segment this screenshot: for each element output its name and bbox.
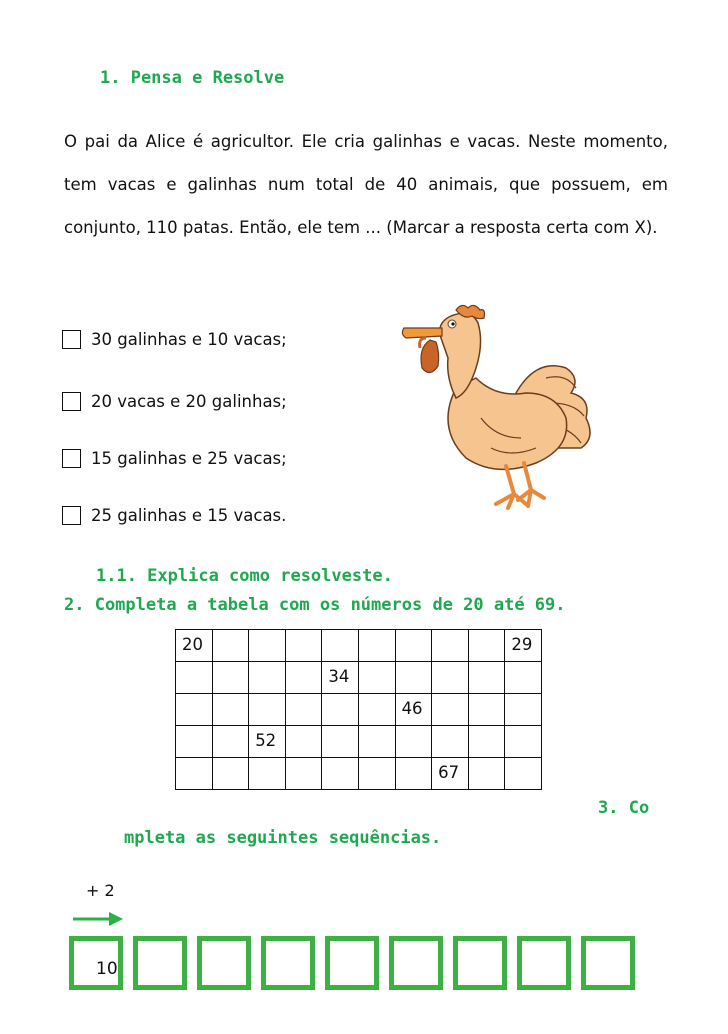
cell-value bbox=[432, 672, 438, 677]
cell-value bbox=[469, 672, 475, 677]
table-cell[interactable] bbox=[212, 630, 249, 662]
sequence-box[interactable] bbox=[581, 936, 635, 990]
cell-value bbox=[396, 736, 402, 741]
cell-value bbox=[286, 704, 292, 709]
cell-value bbox=[396, 768, 402, 773]
table-cell[interactable] bbox=[212, 662, 249, 694]
table-cell[interactable] bbox=[176, 694, 213, 726]
table-cell[interactable] bbox=[468, 630, 505, 662]
checkbox[interactable] bbox=[62, 506, 81, 525]
table-cell[interactable] bbox=[468, 758, 505, 790]
option-2[interactable] bbox=[62, 392, 287, 411]
table-cell[interactable] bbox=[358, 630, 395, 662]
cell-value bbox=[213, 736, 219, 741]
table-cell[interactable] bbox=[249, 662, 286, 694]
table-cell[interactable] bbox=[322, 758, 359, 790]
sequence-box[interactable] bbox=[261, 936, 315, 990]
section3-title-end: mpleta as seguintes sequências. bbox=[124, 828, 442, 848]
sequence-box[interactable] bbox=[389, 936, 443, 990]
table-cell[interactable] bbox=[249, 726, 286, 758]
table-cell[interactable] bbox=[432, 726, 469, 758]
cell-value bbox=[432, 704, 438, 709]
cell-value bbox=[322, 768, 328, 773]
table-cell[interactable] bbox=[176, 662, 213, 694]
table-cell[interactable] bbox=[285, 662, 322, 694]
cell-value bbox=[432, 736, 438, 741]
table-cell[interactable] bbox=[249, 630, 286, 662]
table-cell[interactable] bbox=[322, 726, 359, 758]
cell-value bbox=[213, 704, 219, 709]
cell-value bbox=[505, 704, 511, 709]
cell-value bbox=[469, 640, 475, 645]
table-cell[interactable] bbox=[395, 662, 432, 694]
cell-value bbox=[249, 704, 255, 709]
table-cell[interactable] bbox=[395, 694, 432, 726]
cell-value bbox=[286, 640, 292, 645]
table-cell[interactable] bbox=[432, 758, 469, 790]
cell-value bbox=[469, 736, 475, 741]
cell-value bbox=[213, 768, 219, 773]
cell-value bbox=[286, 672, 292, 677]
problem-text: O pai da Alice é agricultor. Ele cria galinhas e vacas. Neste momento, tem vacas e galinhas num total de 40 animais, que possuem, em conjunto, 110 patas. Então, ele tem ... (Marcar a resposta certa com X). bbox=[64, 132, 668, 237]
table-cell[interactable] bbox=[285, 694, 322, 726]
cell-value bbox=[505, 768, 511, 773]
checkbox[interactable] bbox=[62, 330, 81, 349]
table-cell[interactable] bbox=[468, 694, 505, 726]
table-row bbox=[176, 630, 542, 662]
option-label: 30 galinhas e 10 vacas; bbox=[91, 330, 287, 349]
table-row bbox=[176, 758, 542, 790]
number-table bbox=[175, 629, 542, 790]
step-label: + 2 bbox=[86, 881, 115, 900]
table-cell[interactable] bbox=[358, 726, 395, 758]
option-label: 15 galinhas e 25 vacas; bbox=[91, 449, 287, 468]
cell-value bbox=[469, 768, 475, 773]
cell-value bbox=[432, 640, 438, 645]
cell-value bbox=[249, 640, 255, 645]
option-3[interactable] bbox=[62, 449, 287, 468]
table-cell[interactable] bbox=[358, 694, 395, 726]
cell-value bbox=[176, 768, 182, 773]
cell-value bbox=[286, 736, 292, 741]
cell-value bbox=[213, 640, 219, 645]
table-cell[interactable] bbox=[432, 662, 469, 694]
table-cell[interactable] bbox=[212, 726, 249, 758]
cell-value bbox=[176, 704, 182, 709]
sequence-box[interactable] bbox=[197, 936, 251, 990]
table-cell[interactable] bbox=[176, 758, 213, 790]
table-cell[interactable] bbox=[468, 726, 505, 758]
table-cell[interactable] bbox=[468, 662, 505, 694]
table-cell[interactable] bbox=[432, 630, 469, 662]
cell-value bbox=[322, 640, 328, 645]
table-cell[interactable] bbox=[505, 694, 542, 726]
option-label: 20 vacas e 20 galinhas; bbox=[91, 392, 287, 411]
cell-value bbox=[505, 672, 511, 677]
cell-value: 20 bbox=[182, 635, 203, 654]
table-cell[interactable] bbox=[212, 758, 249, 790]
cell-value: 52 bbox=[255, 731, 277, 750]
section2-title: 2. Completa a tabela com os números de 20 até 69. bbox=[64, 595, 566, 615]
cell-value bbox=[249, 672, 255, 677]
cell-value bbox=[249, 768, 255, 773]
table-cell[interactable] bbox=[249, 694, 286, 726]
table-cell[interactable] bbox=[212, 694, 249, 726]
table-cell[interactable] bbox=[505, 662, 542, 694]
cell-value bbox=[359, 768, 365, 773]
table-cell[interactable] bbox=[395, 758, 432, 790]
table-cell[interactable] bbox=[395, 726, 432, 758]
sequence-box[interactable] bbox=[517, 936, 571, 990]
cell-value bbox=[359, 672, 365, 677]
table-cell[interactable] bbox=[285, 758, 322, 790]
cell-value bbox=[359, 640, 365, 645]
option-4[interactable] bbox=[62, 506, 286, 525]
checkbox[interactable] bbox=[62, 392, 81, 411]
table-cell[interactable] bbox=[505, 726, 542, 758]
cell-value bbox=[396, 640, 402, 645]
cell-value bbox=[176, 672, 182, 677]
option-1[interactable] bbox=[62, 330, 287, 349]
table-cell[interactable] bbox=[285, 726, 322, 758]
table-cell[interactable] bbox=[395, 630, 432, 662]
table-cell[interactable] bbox=[176, 630, 213, 662]
chicken-illustration bbox=[396, 298, 606, 516]
table-cell[interactable] bbox=[322, 694, 359, 726]
section3-title-start: 3. Co bbox=[598, 798, 650, 818]
table-cell[interactable] bbox=[358, 662, 395, 694]
sequence-box[interactable]: 10 bbox=[69, 936, 123, 990]
table-cell[interactable] bbox=[249, 758, 286, 790]
sequence-row bbox=[69, 936, 635, 990]
cell-value: 29 bbox=[511, 635, 533, 654]
table-cell[interactable] bbox=[505, 758, 542, 790]
table-cell[interactable] bbox=[432, 694, 469, 726]
sequence-box[interactable] bbox=[325, 936, 379, 990]
table-row bbox=[176, 662, 542, 694]
cell-value: 67 bbox=[438, 763, 460, 782]
table-cell[interactable] bbox=[322, 662, 359, 694]
cell-value bbox=[213, 672, 219, 677]
section1-title: 1. Pensa e Resolve bbox=[100, 68, 285, 88]
table-row bbox=[176, 694, 542, 726]
checkbox[interactable] bbox=[62, 449, 81, 468]
option-label: 25 galinhas e 15 vacas. bbox=[91, 506, 287, 525]
cell-value bbox=[176, 736, 182, 741]
cell-value bbox=[322, 736, 328, 741]
table-cell[interactable] bbox=[505, 630, 542, 662]
table-cell[interactable] bbox=[358, 758, 395, 790]
cell-value bbox=[359, 704, 365, 709]
cell-value: 46 bbox=[401, 699, 423, 718]
arrow-right-icon bbox=[73, 910, 125, 928]
cell-value bbox=[396, 672, 402, 677]
cell-value bbox=[286, 768, 292, 773]
sequence-box[interactable] bbox=[133, 936, 187, 990]
cell-value bbox=[322, 704, 328, 709]
table-cell[interactable] bbox=[176, 726, 213, 758]
table-row bbox=[176, 726, 542, 758]
table-cell[interactable] bbox=[322, 630, 359, 662]
cell-value bbox=[469, 704, 475, 709]
sequence-box[interactable] bbox=[453, 936, 507, 990]
table-cell[interactable] bbox=[285, 630, 322, 662]
cell-value bbox=[359, 736, 365, 741]
cell-value: 34 bbox=[328, 667, 350, 686]
subsection-1-1: 1.1. Explica como resolveste. bbox=[96, 566, 393, 586]
cell-value bbox=[505, 736, 511, 741]
